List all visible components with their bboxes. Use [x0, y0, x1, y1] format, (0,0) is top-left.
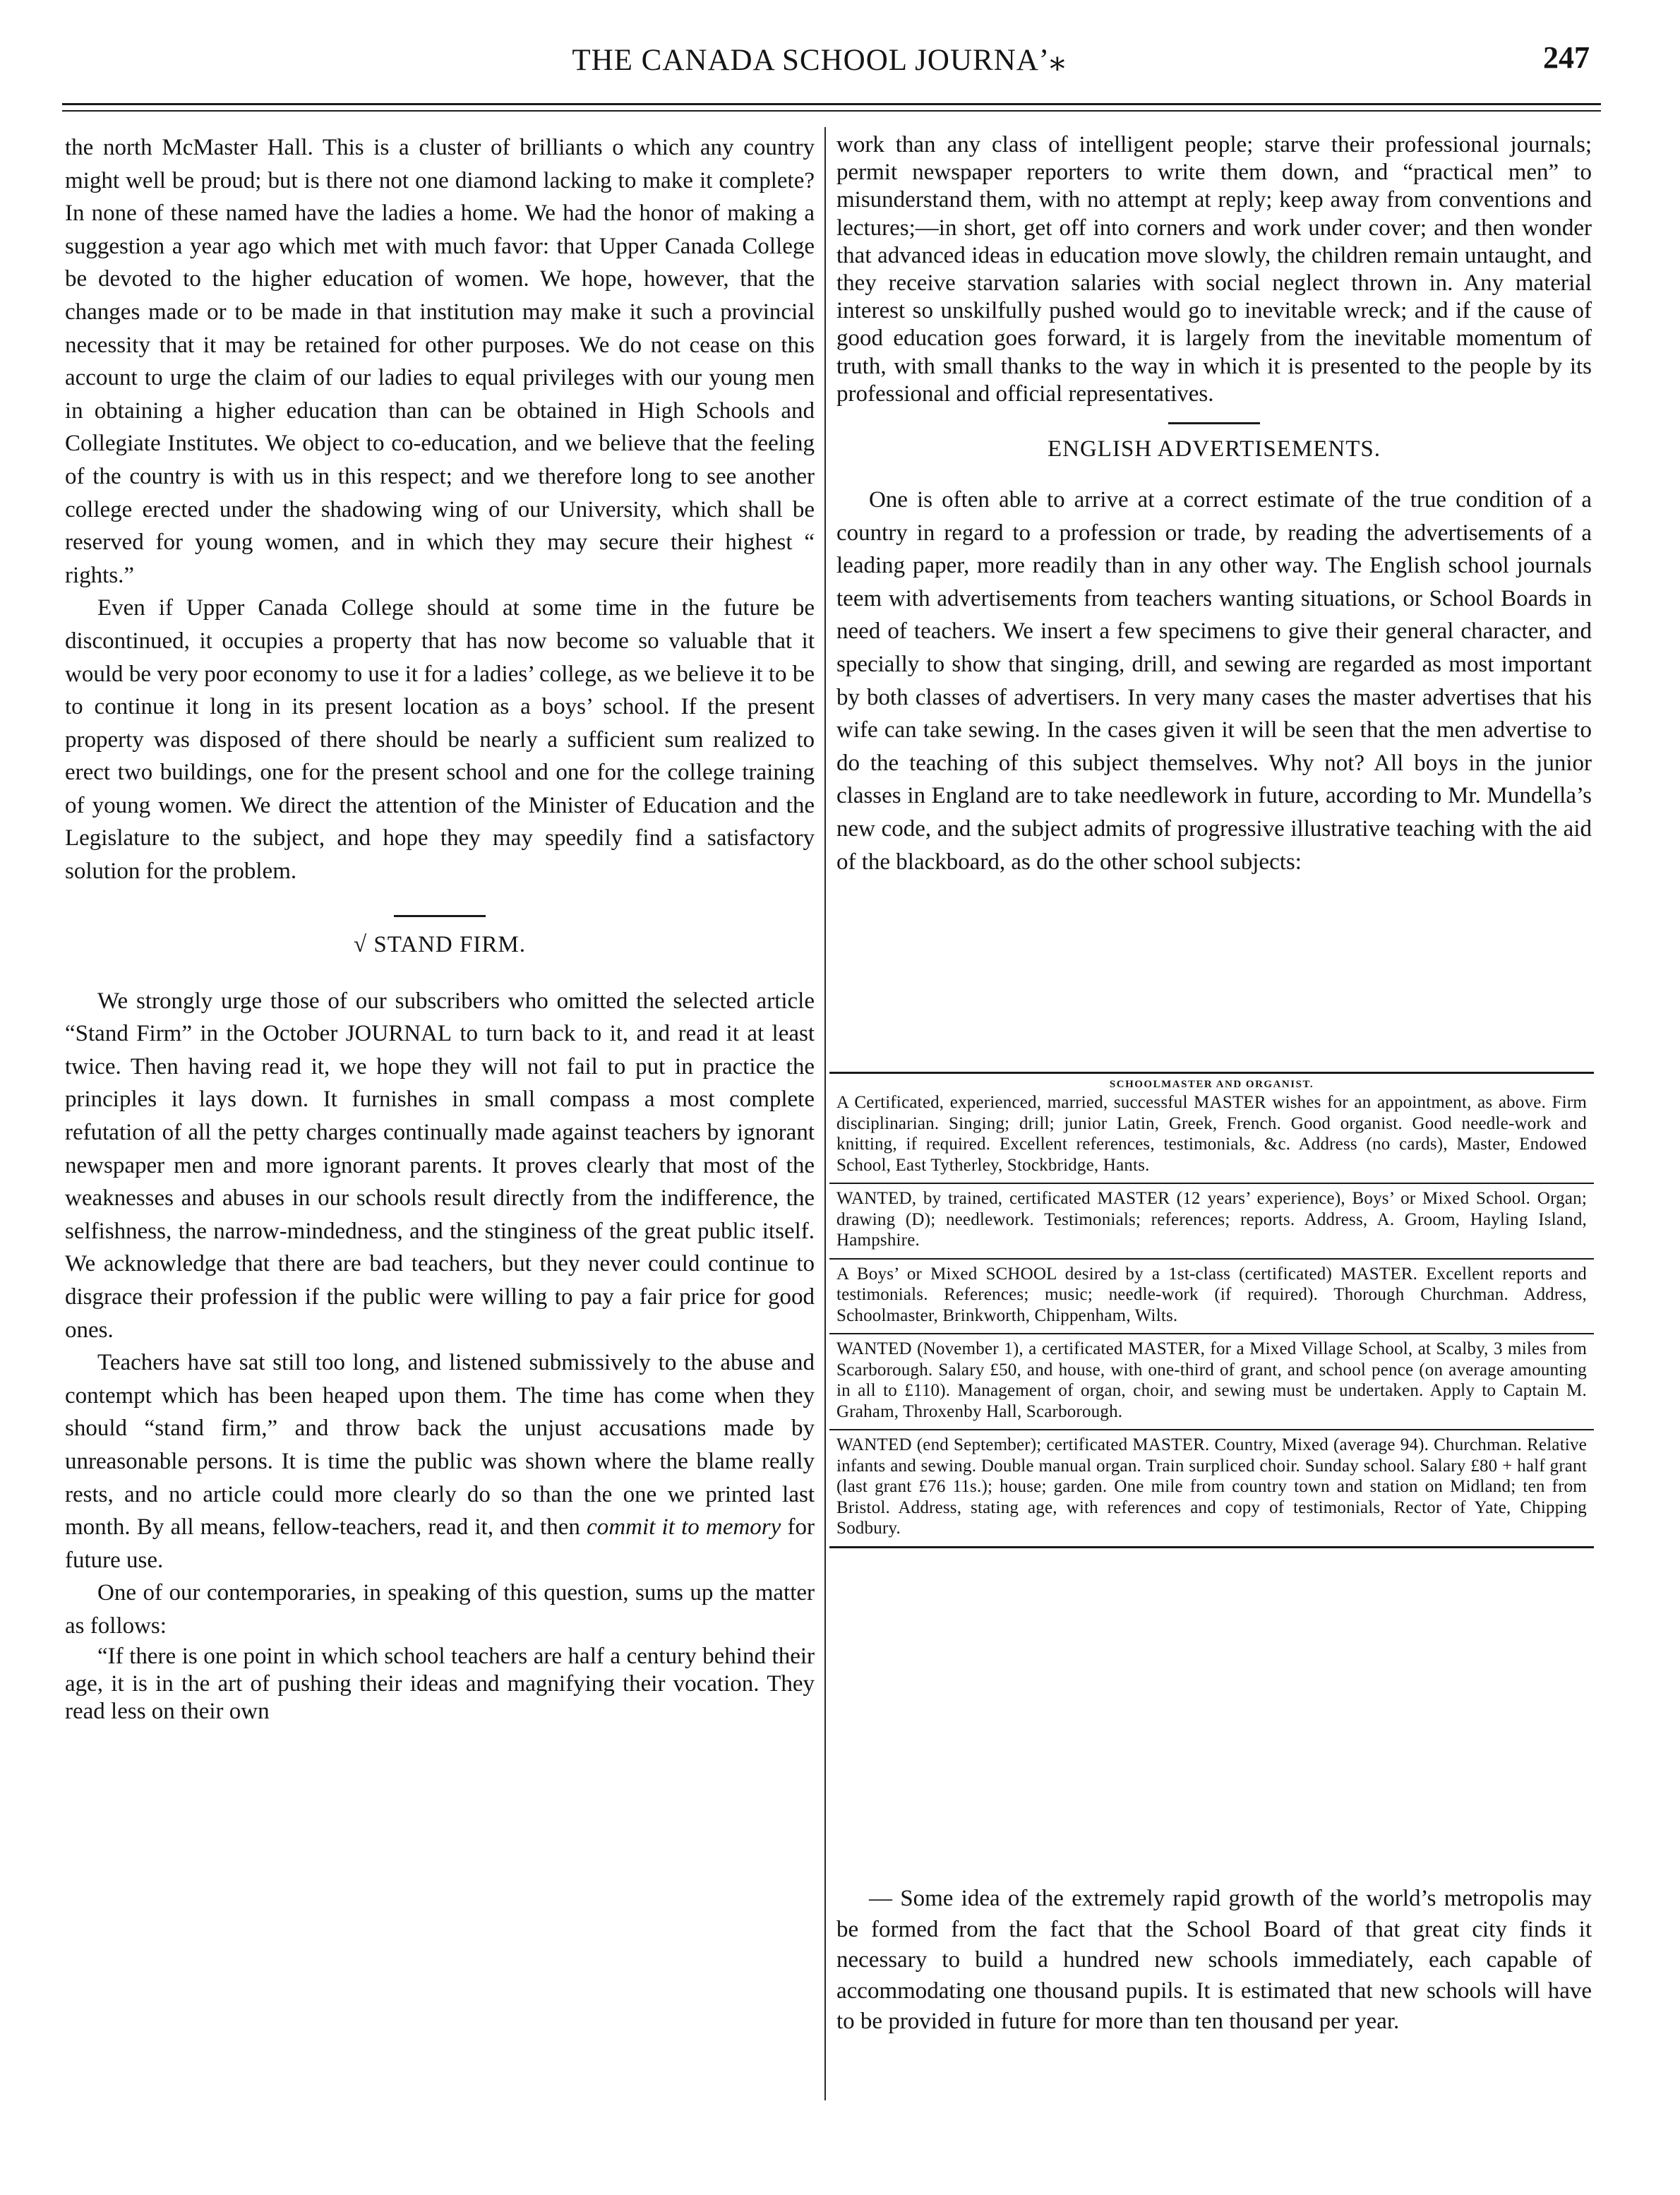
advertisement-boys-mixed-school: A Boys’ or Mixed SCHOOL desired by a 1st-class (certificated) MASTER. Excellent reports and testimonials. References; music; needle-work (if required). Thorough Churchman. Address, Schoolmaster, Brinkworth, Chippenham, Wilts. — [836, 1264, 1587, 1325]
quotation-school-teachers: “If there is one point in which school teachers are half a century behind their age, it is in the art of pushing their ideas and magnifying their vocation. They read less on their own — [65, 1643, 815, 1724]
stand-firm-heading-block — [65, 915, 815, 961]
journal-word: JOURNAL — [345, 1021, 452, 1047]
paragraph-quotation-continued: work than any class of intelligent people; starve their professional journals; permit newspaper reporters to write them down, and “practical men” to misunderstand them, with no attempt at reply; keep away from conventions and lectures;—in short, get off into corners and work under cover; and then wonder that advanced ideas in education move slowly, the children remain untaught, and they receive starvation salaries with social neglect thrown in. Any material interest so unskilfully pushed would go to inevitable wreck; and if the cause of good education goes forward, it is largely from the inevitable momentum of truth, with small thanks to the way in which it is presented to the people by its professional and official representatives. — [836, 132, 1592, 407]
paragraph-english-advertisements: One is often able to arrive at a correct estimate of the true condition of a country in regard to a profession or trade, by reading the advertisements of a leading paper, more readily than in any other way. The English school journals teem with advertisements from teachers wanting situations, or School Boards in need of teachers. We insert a few specimens to give their general character, and specially to show that singing, drill, and sewing are regarded as most important by both classes of advertisers. In very many cases the master advertises that his wife can take sewing. In the cases given it will be seen that the men advertise to do the teaching of this subject themselves. Why not? All boys in the junior classes in England are to take needlework in future, according to Mr. Mundella’s new code, and the subject admits of progressive illustrative teaching with the aid of the blackboard, as do the other school subjects: — [836, 487, 1592, 875]
section-heading-stand-firm: √ STAND FIRM. — [354, 931, 526, 957]
advertisement-text: A Certificated, experienced, married, successful MASTER wishes for an appointment, as above. Firm disciplinarian. Singing; drill; junior Latin, Greek, French. Good organist. Good needle-work and knitting, if required. Excellent references, testimonials, &c. Address (no cards), Master, Endowed School, East Tytherley, Stockbridge, Hants. — [836, 1093, 1587, 1175]
english-ads-heading-block — [836, 422, 1592, 465]
section-divider — [1168, 422, 1260, 424]
left-column — [65, 131, 815, 1726]
commit-to-memory-phrase: commit it to memory — [587, 1514, 781, 1541]
paragraph-mcmaster: the north McMaster Hall. This is a cluster of brilliants o which any country might well be proud; but is there not one diamond lacking to make it complete? In none of these named have the ladies a home. We had the honor of making a suggestion a year ago which met with much favor: that Upper Canada College be devoted to the higher education of women. We hope, however, that the changes made or to be made in that institution may make it such a provincial necessity that it may be retained for other purposes. We do not cease on this account to urge the claim of our ladies to equal privileges with our young men in obtaining a higher education than can be obtained in High Schools and Collegiate Institutes. We object to co-education, and we believe that the feeling of the country is with us in this respect; and we therefore long to see another college erected under the shadowing wing of our University, which shall be reserved for young women, and in which they may secure their highest “ rights.” — [65, 135, 815, 588]
advertisements-block — [829, 1072, 1594, 1548]
advertisement-heading: SCHOOLMASTER AND ORGANIST. — [1109, 1079, 1314, 1090]
advertisement-scalby-school: WANTED (November 1), a certificated MASTER, for a Mixed Village School, at Scalby, 3 miles from Scarborough. Salary £50, and house, with one-third of grant, and school pence (on average amounting in all to £110). Management of organ, choir, and sewing must be undertaken. Apply to Captain M. Graham, Throxenby Hall, Scarborough. — [836, 1339, 1587, 1421]
journal-title: THE CANADA SCHOOL JOURNAʼ⁎ — [572, 44, 1066, 77]
ads-bottom-rule — [829, 1546, 1594, 1548]
paragraph-stand-firm-urge: We strongly urge those of our subscribers who omitted the selected article “Stand Firm” in the October JOURNAL to turn back to it, and read it at least twice. Then having read it, we hope they will not fail to put in practice the principles it lays down. It furnishes in small compass a most complete refutation of all the petty charges continually made against teachers by ignorant newspaper men and more ignorant parents. It proves clearly that most of the weaknesses and abuses in our schools result directly from the indifference, the selfishness, the narrow-mindedness, and the stinginess of the great public itself. We acknowledge that there are bad teachers, but they never could continue to disgrace their profession if the public were willing to pay a fair price for good ones. — [65, 988, 815, 1343]
advertisement-wanted-trained-master: WANTED, by trained, certificated MASTER (12 years’ experience), Boys’ or Mixed School. Organ; drawing (D); needlework. Testimonials; references; reports. Address, A. Groom, Hayling Island, Hampshire. — [836, 1189, 1587, 1250]
section-divider — [394, 915, 486, 917]
advertisement-rector-of-yate: WANTED (end September); certificated MASTER. Country, Mixed (average 94). Churchman. Relative infants and sewing. Double manual organ. Train surpliced choir. Sunday school. Salary £80 + half grant (last grant £76 11s.); house; garden. One mile from country town and station on Midland; ten from Bristol. Address, stating age, with references and copy of testimonials, Rector of Yate, Chipping Sodbury. — [836, 1435, 1587, 1538]
right-column — [836, 131, 1592, 878]
paragraph-upper-canada-college: Even if Upper Canada College should at some time in the future be discontinued, it occupies a property that has now become so valuable that it would be very poor economy to use it for a ladies’ college, as we believe it to be to continue it long in its present location as a boys’ school. If the present property was disposed of there should be nearly a sufficient sum realized to erect two buildings, one for the present school and one for the college training of young women. We direct the attention of the Minister of Education and the Legislature to the subject, and hope they may speedily find a satisfactory solution for the problem. — [65, 595, 815, 885]
advertisement-schoolmaster-organist — [829, 1074, 1594, 1176]
paragraph-world-metropolis: — Some idea of the extremely rapid growth of the world’s metropolis may be formed from the fact that the School Board of that great city finds it necessary to build a hundred new schools immediately, each capable of accommodating one thousand pupils. It is estimated that new schools will have to be provided in future for more than ten thousand per year. — [836, 1886, 1592, 2034]
paragraph-teachers-sat-still: Teachers have sat still too long, and listened submissively to the abuse and contempt which has been heaped upon them. The time has come when they should “stand firm,” and throw back the unjust accusations made by unreasonable persons. It is time the public was shown where the blame really rests, and no article could more clearly do so than the one we printed last month. By all means, fellow-teachers, read it, and then commit it to memory for future use. — [65, 1350, 815, 1573]
paragraph-contemporaries: One of our contemporaries, in speaking of this question, sums up the matter as follows: — [65, 1580, 815, 1639]
header-rule-top — [62, 103, 1601, 105]
header-rule-bottom — [62, 110, 1601, 112]
column-divider — [824, 127, 826, 2100]
note-school-board — [836, 1884, 1592, 2038]
running-header — [42, 37, 1595, 93]
section-heading-english-advertisements: ENGLISH ADVERTISEMENTS. — [1047, 436, 1381, 462]
page-number: 247 — [1543, 40, 1590, 75]
